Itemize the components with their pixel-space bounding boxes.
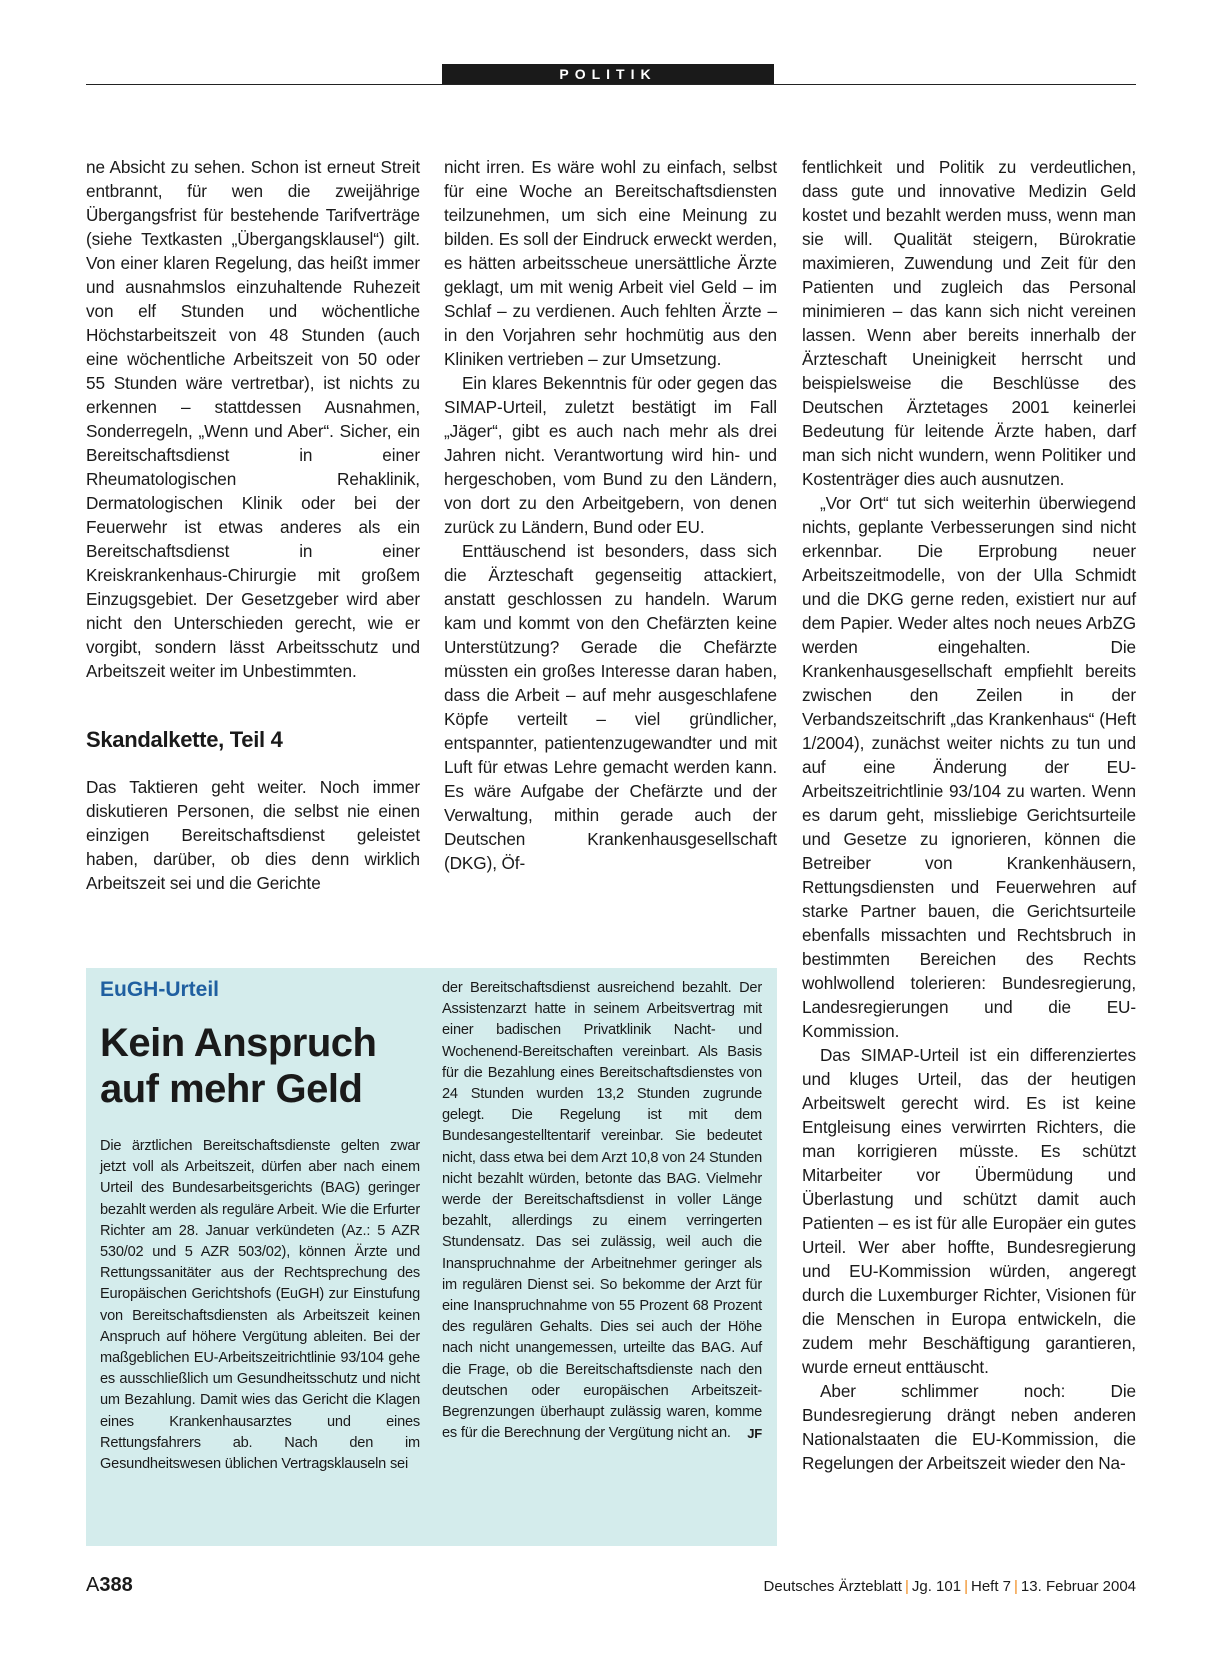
box-kicker: EuGH-Urteil (100, 978, 220, 1001)
journal-name: Deutsches Ärzteblatt (763, 1578, 902, 1595)
paragraph: Ein klares Bekenntnis für oder gegen das SIMAP-Urteil, zuletzt bestätigt im Fall „Jäger“, gibt es auch nach mehr als drei Jahren nicht. Verantwortung wird hin- und hergeschoben, vom Bund zu den Ländern, von dort zu den Arbeitgebern, von denen zurück zu Ländern, Bund oder EU. (444, 373, 777, 537)
paragraph: ne Absicht zu sehen. Schon ist erneut Streit entbrannt, für wen die zweijährige Übergangsfrist für bestehende Tarifverträge (siehe Textkasten „Übergangsklausel“) gilt. Von einer klaren Regelung, das heißt immer und ausnahmslos einzuhaltende Ruhezeit von elf Stunden und wöchentliche Höchstarbeitszeit von 48 Stunden (auch eine wöchentliche Arbeitszeit von 50 oder 55 Stunden wäre vertretbar), ist nichts zu erkennen – stattdessen Ausnahmen, Sonderregeln, „Wenn und Aber“. Sicher, ein Bereitschaftsdienst in einer Rheumatologischen Rehaklinik, Dermatologischen Klinik oder bei der Feuerwehr ist etwas anderes als ein Bereitschaftsdienst in einer Kreiskrankenhaus-Chirurgie mit großem Einzugsgebiet. Der Gesetzgeber wird aber nicht den Unterschieden gerecht, wie er vorgibt, sondern lässt Arbeitsschutz und Arbeitszeit weiter im Unbestimmten. (86, 157, 420, 681)
box-column-2 (442, 978, 762, 1444)
column-2 (444, 155, 777, 875)
separator: | (904, 1578, 909, 1595)
paragraph: „Vor Ort“ tut sich weiterhin überwiegend nichts, geplante Verbesserungen sind nicht erkennbar. Die Erprobung neuer Arbeitszeitmodelle, von der Ulla Schmidt und die DKG gerne reden, existiert nur auf dem Papier. Weder altes noch neues ArbZG werden eingehalten. Die Krankenhausgesellschaft empfiehlt bereits zwischen den Zeilen in der Verbandszeitschrift „das Krankenhaus“ (Heft 1/2004), zunächst weiter nichts zu tun und auf eine Änderung der EU-Arbeitszeitrichtlinie 93/104 zu warten. Wenn es darum geht, missliebige Gerichtsurteile und Gesetze zu ignorieren, können die Betreiber von Krankenhäusern, Rettungsdiensten und Feuerwehren auf starke Partner bauen, die Gerichtsurteile ebenfalls missachten und Rechtsbruch in bestimmten Bereichen des Rechts wohlwollend tolerieren: Bundesregierung, Landesregierungen und die EU-Kommission. (802, 493, 1136, 1041)
box-text: der Bereitschaftsdienst ausreichend bezahlt. Der Assistenzarzt hatte in seinem Arbeitsvertrag mit einer badischen Privatklinik Nacht- und Wochenend-Bereitschaften vereinbart. Als Basis für die Bezahlung eines Bereitschaftsdienstes von 24 Stunden wurden 13,2 Stunden zugrunde gelegt. Die Regelung ist mit dem Bundesangestelltentarif vereinbar. Sie bedeutet nicht, dass etwa bei dem Arzt 10,8 von 24 Stunden nicht bezahlt würden, betonte das BAG. Vielmehr werde der Bereitschaftsdienst in voller Länge bezahlt, allerdings zu einem verringerten Stundensatz. Das sei zulässig, weil auch die Inanspruchnahme der Arbeitnehmer geringer als im regulären Dienst sei. So bekomme der Arzt für eine Inanspruchnahme von 55 Prozent 68 Prozent des regulären Gehalts. Dies sei auch der Höhe nach nicht unangemessen, urteilte das BAG. Auf die Frage, ob die Bereitschaftsdienste nach den deutschen oder europäischen Arbeitszeit-Begrenzungen überhaupt zulässig waren, komme es für die Berechnung der Vergütung nicht an. (442, 980, 762, 1442)
issue: Heft 7 (970, 1578, 1012, 1595)
paragraph: Aber schlimmer noch: Die Bundesregierung drängt neben anderen Nationalstaaten die EU-Kommission, die Regelungen der Arbeitszeit wieder den Na- (802, 1381, 1136, 1473)
paragraph: Das Taktieren geht weiter. Noch immer diskutieren Personen, die selbst nie einen einzigen Bereitschaftsdienst geleistet haben, darüber, ob dies denn wirklich Arbeitszeit sei und die Gerichte (86, 777, 420, 893)
issue-date: 13. Februar 2004 (1020, 1578, 1136, 1595)
volume: Jg. 101 (911, 1578, 962, 1595)
paragraph: Enttäuschend ist besonders, dass sich die Ärzteschaft gegenseitig attackiert, anstatt geschlossen zu handeln. Warum kam und kommt von den Chefärzten keine Unterstützung? Gerade die Chefärzte müssten ein großes Interesse daran haben, dass die Arbeit – auf mehr ausgeschlafene Köpfe verteilt – viel gründlicher, entspannter, patientenzugewandter und mit Luft für etwas Lehre gemacht werden kann. Es wäre Aufgabe der Chefärzte und der Verwaltung, mithin gerade auch der Deutschen Krankenhausgesellschaft (DKG), Öf- (444, 541, 777, 873)
section-tag: POLITIK (442, 64, 774, 84)
box-paragraph (442, 978, 762, 1444)
paragraph: Das SIMAP-Urteil ist ein differenziertes und kluges Urteil, das der heutigen Arbeitswelt gerecht wird. Es ist keine Entgleisung eines verwirrten Richters, die man korrigieren müsste. Es schützt Mitarbeiter vor Übermüdung und Überlastung und schützt damit auch Patienten – es ist für alle Europäer ein gutes Urteil. Wer aber hoffte, Bundesregierung und EU-Kommission würden, angeregt durch die Luxemburger Richter, Visionen für die Menschen in Europa entwickeln, die zudem mehr Beschäftigung garantieren, wurde erneut enttäuscht. (802, 1045, 1136, 1377)
column-3 (802, 155, 1136, 1475)
page-number-value: 388 (99, 1574, 133, 1596)
separator: | (964, 1578, 968, 1595)
section-heading: Skandalkette, Teil 4 (86, 727, 283, 752)
author-signature: JF (747, 1426, 762, 1442)
footer-info (764, 1578, 1136, 1595)
page-number (86, 1574, 133, 1597)
separator: | (1014, 1578, 1018, 1595)
box-title: Kein Anspruch auf mehr Geld (100, 1021, 377, 1111)
box-column-1 (100, 1136, 420, 1475)
column-1 (86, 155, 420, 895)
header-rule (86, 84, 1136, 85)
page-prefix: A (86, 1574, 100, 1596)
paragraph: nicht irren. Es wäre wohl zu einfach, selbst für eine Woche an Bereitschaftsdiensten teilzunehmen, um sich eine Meinung zu bilden. Es soll der Eindruck erweckt werden, es hätten arbeitsscheue unersättliche Ärzte geklagt, um mit wenig Arbeit viel Geld – im Schlaf – zu verdienen. Auch fehlten Ärzte – in den Vorjahren sehr hochmütig aus den Kliniken vertrieben – zur Umsetzung. (444, 157, 777, 369)
box-paragraph: Die ärztlichen Bereitschaftsdienste gelten zwar jetzt voll als Arbeitszeit, dürfen aber nach einem Urteil des Bundesarbeitsgerichts (BAG) geringer bezahlt werden als reguläre Arbeit. Wie die Erfurter Richter am 28. Januar verkündeten (Az.: 5 AZR 530/02 und 5 AZR 503/02), können Ärzte und Rettungssanitäter aus der Rechtsprechung des Europäischen Gerichtshofs (EuGH) zur Einstufung von Bereitschaftsdiensten als Arbeitszeit keinen Anspruch auf höhere Vergütung ableiten. Bei der maßgeblichen EU-Arbeitszeitrichtlinie 93/104 gehe es ausschließlich um Gesundheitsschutz und nicht um Bezahlung. Damit wies das Gericht die Klagen eines Krankenhausarztes und eines Rettungsfahrers ab. Nach den im Gesundheitswesen üblichen Vertragsklauseln sei (100, 1138, 420, 1473)
paragraph: fentlichkeit und Politik zu verdeutlichen, dass gute und innovative Medizin Geld kostet und bezahlt werden muss, wenn man sie will. Qualität steigern, Bürokratie maximieren, Zuwendung und Zeit für den Patienten und zugleich das Personal minimieren – das kann sich nicht vereinen lassen. Wenn aber bereits innerhalb der Ärzteschaft Uneinigkeit herrscht und beispielsweise die Beschlüsse des Deutschen Ärztetages 2001 keinerlei Bedeutung für leitende Ärzte haben, darf man sich nicht wundern, wenn Politiker und Kostenträger dies auch ausnutzen. (802, 157, 1136, 489)
